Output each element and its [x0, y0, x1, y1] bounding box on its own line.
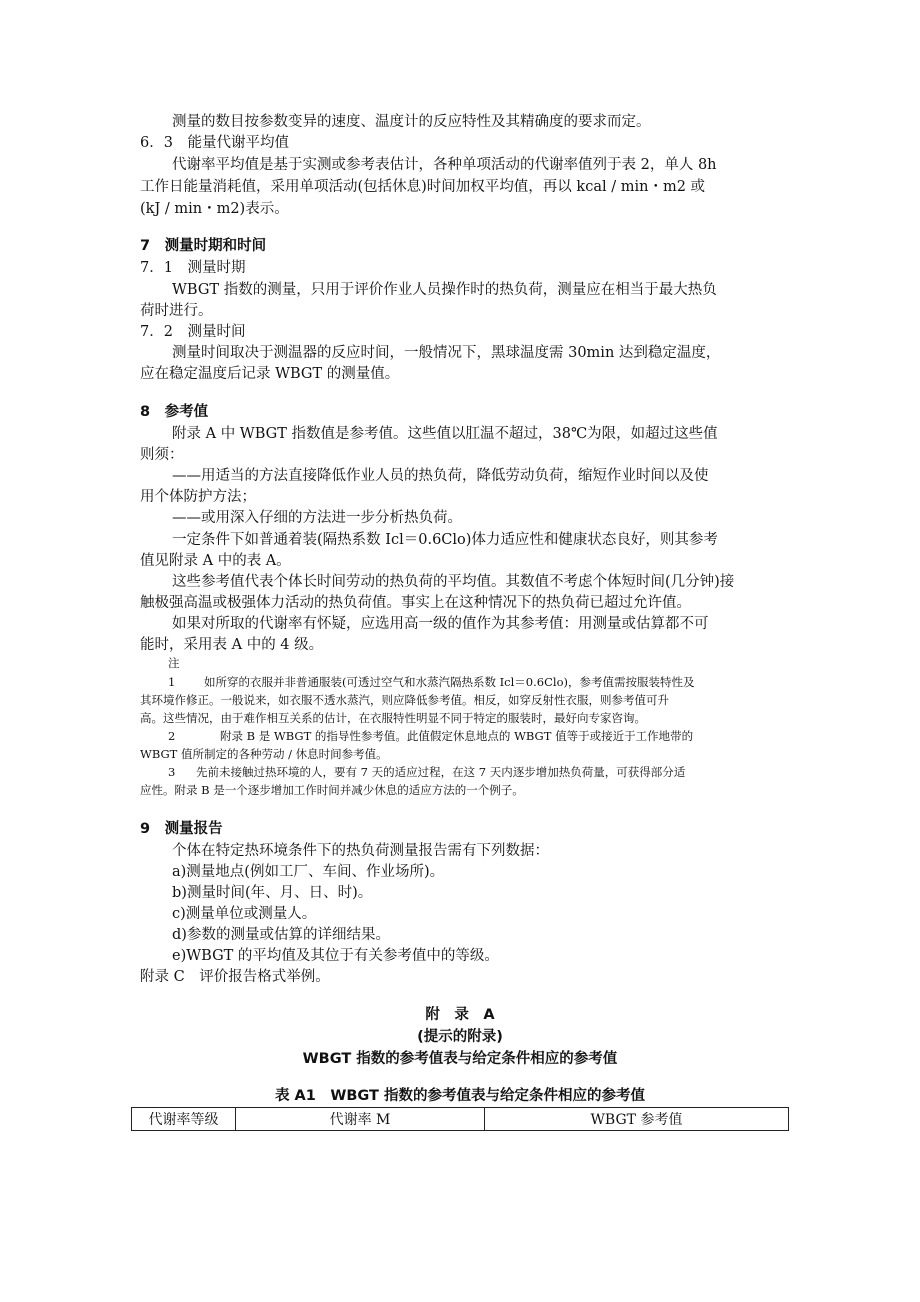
paragraph: 如果对所取的代谢率有怀疑，应选用高一级的值作为其参考值：用测量或估算都不可	[172, 616, 709, 632]
reference-table	[131, 1107, 789, 1131]
table-header-row	[132, 1108, 789, 1131]
paragraph: 用个体防护方法；	[140, 489, 256, 505]
list-item: d)参数的测量或估算的详细结果。	[172, 927, 390, 943]
note-3-text: 应性。附录 B 是一个逐步增加工作时间并减少休息的适应方法的一个例子。	[140, 783, 524, 797]
paragraph: 测量时间取决于测温器的反应时间，一般情况下，黑球温度需 30min 达到稳定温度，	[172, 345, 721, 361]
section-heading-7-1: 7．1 测量时期	[140, 260, 246, 276]
appendix-heading: WBGT 指数的参考值表与给定条件相应的参考值	[302, 1051, 618, 1067]
note-2-text: WBGT 值所制定的各种劳动 / 休息时间参考值。	[140, 747, 388, 761]
paragraph: (kJ / min・m2)表示。	[140, 201, 289, 217]
list-item: a)测量地点(例如工厂、车间、作业场所)。	[172, 864, 445, 880]
note-label: 注	[168, 656, 180, 670]
section-heading-7-2: 7．2 测量时间	[140, 324, 246, 340]
note-2-number: 2	[168, 729, 176, 743]
paragraph: 应在稳定温度后记录 WBGT 的测量值。	[140, 366, 400, 382]
section-heading-8: 8 参考值	[140, 404, 209, 420]
paragraph: 工作日能量消耗值，采用单项活动(包括休息)时间加权平均值，再以 kcal / min・m2 或	[140, 179, 706, 195]
paragraph: 能时，采用表 A 中的 4 级。	[140, 637, 324, 653]
note-1-text: 其环境作修正。一般说来，如衣服不透水蒸汽，则应降低参考值。相反，如穿反射性衣服，则参考值可升	[140, 693, 669, 707]
table-header-cell: WBGT 参考值	[485, 1108, 789, 1131]
list-item: b)测量时间(年、月、日、时)。	[172, 885, 373, 901]
note-3-text: 先前未接触过热环境的人，要有 7 天的适应过程，在这 7 天内逐步增加热负荷量，可获得部分适	[196, 765, 686, 779]
note-1-text: 高。这些情况，由于难作相互关系的估计，在衣服特性明显不同于特定的服装时，最好向专家咨询。	[140, 711, 646, 725]
paragraph: 这些参考值代表个体长时间劳动的热负荷的平均值。其数值不考虑个体短时间(几分钟)接	[172, 574, 735, 590]
paragraph: 一定条件下如普通着装(隔热系数 Icl＝0.6Clo)体力适应性和健康状态良好，则其参考	[172, 532, 718, 548]
note-2-text: 附录 B 是 WBGT 的指导性参考值。此值假定休息地点的 WBGT 值等于或接近于工作地带的	[220, 729, 694, 743]
paragraph: 附录 C 评价报告格式举例。	[140, 969, 330, 985]
appendix-title: 附 录 A	[425, 1007, 495, 1023]
list-item: e)WBGT 的平均值及其位于有关参考值中的等级。	[172, 948, 499, 964]
table-caption: 表 A1 WBGT 指数的参考值表与给定条件相应的参考值	[275, 1088, 645, 1104]
paragraph: 附录 A 中 WBGT 指数值是参考值。这些值以肛温不超过，38℃为限，如超过这些值	[172, 426, 718, 442]
table-header-cell: 代谢率 M	[236, 1108, 485, 1131]
section-heading-9: 9 测量报告	[140, 821, 223, 837]
paragraph: ——用适当的方法直接降低作业人员的热负荷，降低劳动负荷，缩短作业时间以及使	[172, 468, 709, 484]
note-1-text: 如所穿的衣服并非普通服装(可透过空气和水蒸汽隔热系数 Icl＝0.6Clo)，参考值需按服装特性及	[204, 675, 695, 689]
paragraph: ——或用深入仔细的方法进一步分析热负荷。	[172, 510, 462, 526]
paragraph: 则须：	[140, 447, 184, 463]
paragraph: 代谢率平均值是基于实测或参考表估计，各种单项活动的代谢率值列于表 2，单人 8h	[172, 157, 717, 173]
section-heading-7: 7 测量时期和时间	[140, 238, 267, 254]
list-item: c)测量单位或测量人。	[172, 906, 317, 922]
paragraph: WBGT 指数的测量，只用于评价作业人员操作时的热负荷，测量应在相当于最大热负	[172, 282, 717, 298]
paragraph: 荷时进行。	[140, 303, 213, 319]
table-header-cell: 代谢率等级	[132, 1108, 236, 1131]
section-heading-6-3: 6．3 能量代谢平均值	[140, 135, 289, 151]
paragraph: 测量的数目按参数变异的速度、温度计的反应特性及其精确度的要求而定。	[172, 114, 651, 130]
note-3-number: 3	[168, 765, 176, 779]
paragraph: 触极强高温或极强体力活动的热负荷值。事实上在这种情况下的热负荷已超过允许值。	[140, 595, 691, 611]
paragraph: 个体在特定热环境条件下的热负荷测量报告需有下列数据：	[172, 843, 549, 859]
appendix-subtitle: (提示的附录)	[417, 1029, 503, 1045]
note-1-number: 1	[168, 675, 176, 689]
paragraph: 值见附录 A 中的表 A。	[140, 553, 291, 569]
